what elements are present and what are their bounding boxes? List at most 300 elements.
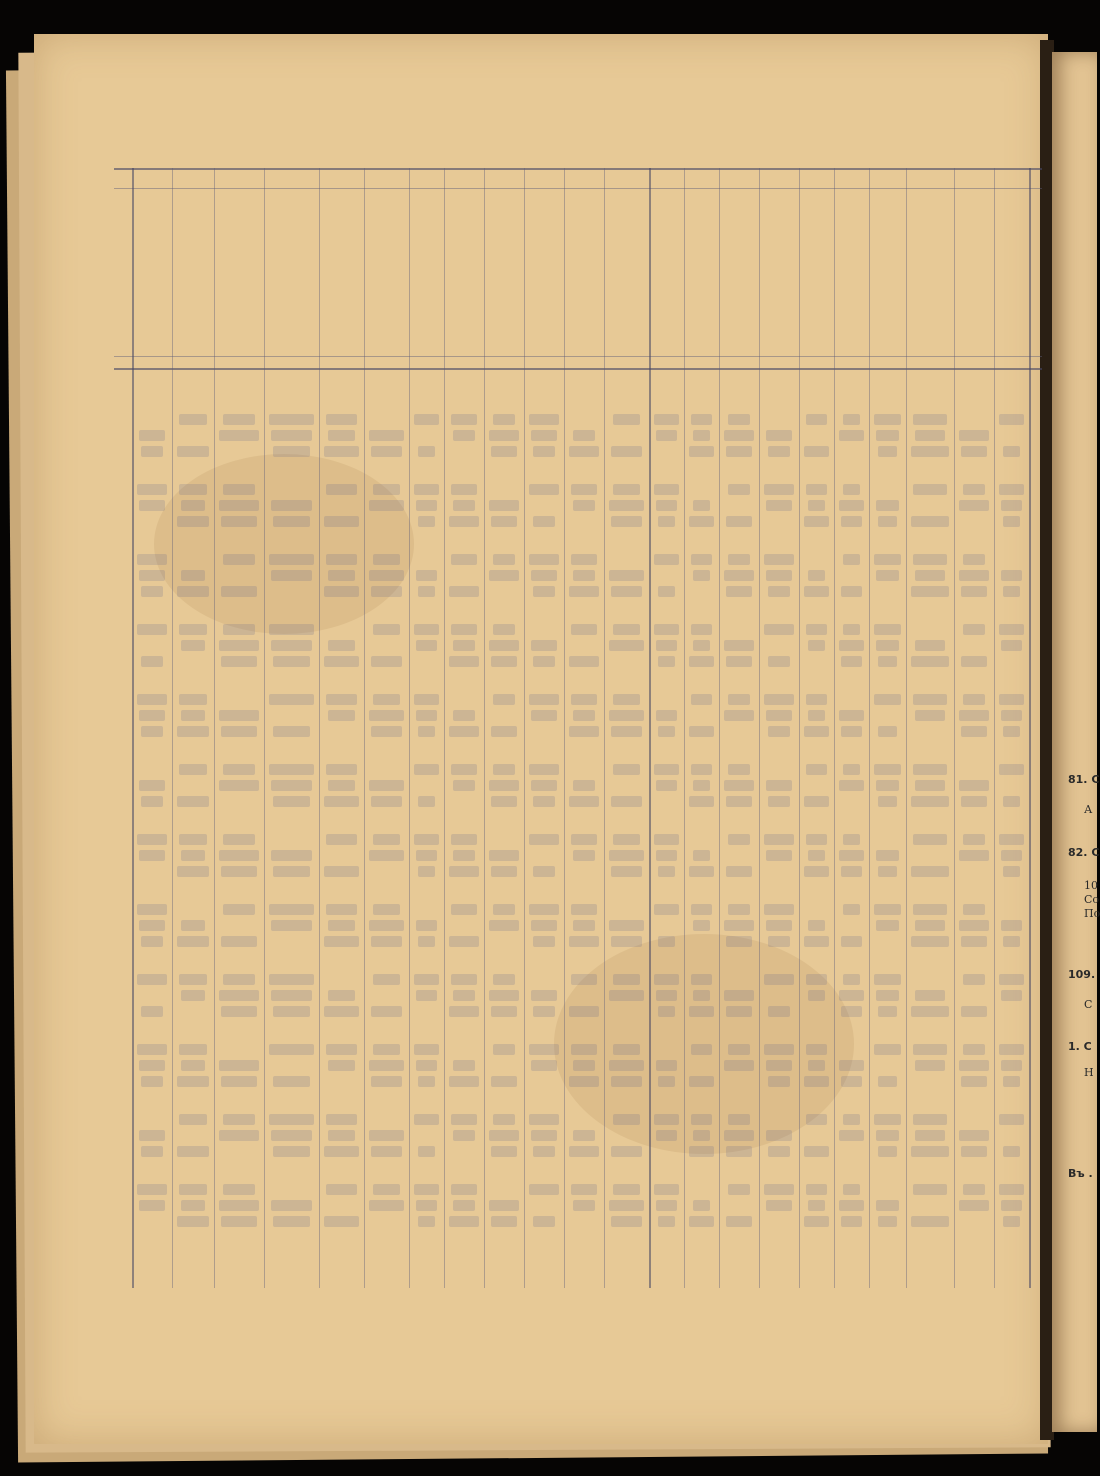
faded-cell (451, 764, 477, 775)
faded-cell (223, 484, 255, 495)
faded-cell (843, 624, 860, 635)
faded-cell (656, 780, 677, 791)
faded-cell (654, 624, 679, 635)
faded-cell (324, 446, 359, 457)
faded-cell (613, 764, 640, 775)
faded-cell (449, 516, 479, 527)
faded-cell (139, 850, 165, 861)
faded-cell (414, 624, 439, 635)
faded-cell (654, 414, 679, 425)
faded-row (134, 640, 1034, 651)
faded-cell (141, 1006, 163, 1017)
faded-cell (726, 796, 752, 807)
faded-cell (489, 990, 519, 1001)
faded-cell (839, 1200, 864, 1211)
faded-cell (414, 764, 439, 775)
faded-row (134, 1130, 1034, 1141)
faded-cell (911, 1216, 949, 1227)
faded-cell (573, 920, 595, 931)
faded-cell (373, 624, 400, 635)
faded-cell (915, 920, 945, 931)
faded-cell (414, 1184, 439, 1195)
faded-cell (876, 1200, 899, 1211)
faded-cell (609, 710, 644, 721)
faded-cell (416, 850, 437, 861)
faded-cell (573, 710, 595, 721)
faded-cell (271, 780, 312, 791)
faded-cell (416, 920, 437, 931)
faded-cell (841, 1076, 862, 1087)
faded-cell (874, 1044, 901, 1055)
faded-cell (269, 764, 314, 775)
faded-cell (181, 990, 205, 1001)
faded-cell (177, 1146, 209, 1157)
faded-cell (1001, 850, 1022, 861)
faded-cell (529, 554, 559, 565)
faded-cell (414, 1044, 439, 1055)
faded-cell (221, 516, 257, 527)
faded-cell (451, 834, 477, 845)
faded-cell (369, 430, 404, 441)
faded-cell (137, 1184, 167, 1195)
faded-cell (911, 586, 949, 597)
faded-cell (453, 1060, 475, 1071)
faded-cell (326, 764, 357, 775)
faded-cell (654, 1184, 679, 1195)
faded-cell (491, 1006, 517, 1017)
faded-cell (141, 656, 163, 667)
faded-cell (141, 586, 163, 597)
faded-cell (416, 710, 437, 721)
faded-cell (724, 990, 754, 1001)
faded-row (134, 1114, 1034, 1125)
faded-cell (416, 640, 437, 651)
faded-cell (878, 796, 897, 807)
faded-cell (221, 1216, 257, 1227)
faded-cell (876, 640, 899, 651)
margin-label: Со (1084, 893, 1100, 906)
faded-cell (177, 1076, 209, 1087)
faded-cell (533, 1216, 555, 1227)
faded-cell (963, 904, 985, 915)
faded-cell (137, 974, 167, 985)
faded-cell (691, 1114, 712, 1125)
faded-cell (569, 446, 599, 457)
faded-cell (656, 1200, 677, 1211)
faded-cell (273, 656, 310, 667)
faded-cell (911, 656, 949, 667)
faded-cell (179, 624, 207, 635)
faded-cell (766, 1130, 792, 1141)
faded-cell (271, 640, 312, 651)
faded-row (134, 694, 1034, 705)
faded-cell (1003, 516, 1020, 527)
faded-cell (689, 1006, 714, 1017)
faded-cell (179, 1184, 207, 1195)
faded-row (134, 1044, 1034, 1055)
faded-cell (273, 1076, 310, 1087)
faded-cell (961, 796, 987, 807)
faded-cell (913, 764, 947, 775)
faded-cell (493, 624, 515, 635)
faded-cell (839, 1130, 864, 1141)
faded-cell (137, 624, 167, 635)
faded-cell (913, 1044, 947, 1055)
faded-cell (693, 570, 710, 581)
faded-cell (878, 1006, 897, 1017)
faded-cell (959, 1060, 989, 1071)
faded-cell (221, 586, 257, 597)
faded-cell (529, 694, 559, 705)
faded-cell (658, 1006, 675, 1017)
faded-cell (693, 1200, 710, 1211)
faded-cell (806, 624, 827, 635)
faded-cell (491, 866, 517, 877)
faded-cell (453, 990, 475, 1001)
faded-cell (808, 710, 825, 721)
faded-cell (493, 764, 515, 775)
faded-cell (223, 834, 255, 845)
margin-label: 82. С (1068, 846, 1100, 859)
faded-cell (959, 920, 989, 931)
faded-cell (449, 586, 479, 597)
faded-cell (573, 1060, 595, 1071)
faded-cell (177, 446, 209, 457)
faded-cell (326, 484, 357, 495)
faded-cell (806, 484, 827, 495)
faded-cell (271, 500, 312, 511)
faded-cell (654, 554, 679, 565)
faded-cell (221, 936, 257, 947)
faded-cell (911, 516, 949, 527)
faded-cell (999, 484, 1024, 495)
faded-cell (766, 430, 792, 441)
faded-cell (177, 726, 209, 737)
faded-cell (531, 1130, 557, 1141)
faded-cell (369, 1130, 404, 1141)
faded-cell (656, 500, 677, 511)
faded-cell (177, 1216, 209, 1227)
faded-cell (493, 974, 515, 985)
faded-cell (726, 446, 752, 457)
faded-cell (179, 414, 207, 425)
faded-cell (489, 570, 519, 581)
faded-cell (804, 446, 829, 457)
faded-cell (611, 586, 642, 597)
faded-cell (326, 1184, 357, 1195)
faded-cell (839, 780, 864, 791)
faded-cell (326, 834, 357, 845)
faded-cell (726, 1006, 752, 1017)
faded-cell (876, 990, 899, 1001)
faded-cell (693, 430, 710, 441)
bleed-through-table (114, 168, 1042, 1288)
faded-cell (839, 500, 864, 511)
faded-cell (1003, 446, 1020, 457)
faded-cell (611, 1146, 642, 1157)
faded-cell (223, 624, 255, 635)
faded-cell (219, 780, 259, 791)
faded-cell (1001, 920, 1022, 931)
faded-cell (654, 834, 679, 845)
faded-cell (724, 570, 754, 581)
faded-cell (839, 850, 864, 861)
faded-row (134, 430, 1034, 441)
faded-cell (878, 1216, 897, 1227)
faded-cell (179, 1114, 207, 1125)
faded-cell (571, 554, 597, 565)
faded-cell (658, 516, 675, 527)
faded-cell (959, 430, 989, 441)
faded-cell (273, 1146, 310, 1157)
faded-cell (691, 694, 712, 705)
faded-cell (324, 1006, 359, 1017)
faded-cell (369, 850, 404, 861)
faded-cell (369, 500, 404, 511)
faded-cell (271, 990, 312, 1001)
faded-cell (693, 1130, 710, 1141)
faded-cell (658, 656, 675, 667)
faded-cell (181, 640, 205, 651)
faded-cell (724, 710, 754, 721)
faded-row (134, 1006, 1034, 1017)
faded-cell (137, 484, 167, 495)
faded-cell (139, 1060, 165, 1071)
faded-cell (804, 516, 829, 527)
faded-row (134, 796, 1034, 807)
faded-cell (328, 780, 355, 791)
faded-cell (806, 694, 827, 705)
faded-cell (449, 1076, 479, 1087)
faded-cell (569, 796, 599, 807)
faded-cell (449, 726, 479, 737)
faded-cell (328, 990, 355, 1001)
faded-cell (451, 554, 477, 565)
faded-cell (611, 1076, 642, 1087)
faded-cell (656, 1130, 677, 1141)
faded-cell (179, 1044, 207, 1055)
faded-cell (613, 1184, 640, 1195)
faded-cell (656, 1060, 677, 1071)
faded-cell (328, 710, 355, 721)
faded-cell (453, 640, 475, 651)
faded-cell (569, 726, 599, 737)
faded-cell (611, 936, 642, 947)
faded-cell (181, 710, 205, 721)
faded-cell (613, 1114, 640, 1125)
faded-cell (529, 484, 559, 495)
faded-cell (453, 850, 475, 861)
faded-cell (959, 500, 989, 511)
faded-cell (371, 1146, 402, 1157)
margin-label: 10 (1084, 879, 1098, 892)
faded-cell (654, 1114, 679, 1125)
faded-cell (371, 656, 402, 667)
faded-cell (654, 764, 679, 775)
faded-cell (959, 1130, 989, 1141)
faded-cell (808, 1200, 825, 1211)
faded-cell (963, 554, 985, 565)
faded-cell (656, 710, 677, 721)
faded-cell (328, 640, 355, 651)
faded-cell (804, 1146, 829, 1157)
faded-cell (693, 920, 710, 931)
faded-cell (181, 920, 205, 931)
faded-cell (273, 1216, 310, 1227)
faded-cell (609, 500, 644, 511)
faded-cell (843, 764, 860, 775)
faded-cell (491, 446, 517, 457)
faded-cell (571, 694, 597, 705)
faded-cell (613, 414, 640, 425)
faded-cell (418, 726, 435, 737)
faded-cell (728, 1044, 750, 1055)
faded-cell (373, 834, 400, 845)
faded-cell (489, 640, 519, 651)
faded-cell (843, 834, 860, 845)
faded-cell (804, 586, 829, 597)
faded-cell (768, 446, 790, 457)
faded-cell (808, 1060, 825, 1071)
faded-cell (656, 990, 677, 1001)
faded-cell (808, 920, 825, 931)
faded-cell (493, 694, 515, 705)
faded-cell (876, 500, 899, 511)
table-rule (114, 168, 1042, 170)
faded-cell (689, 1216, 714, 1227)
faded-cell (999, 1044, 1024, 1055)
faded-cell (181, 500, 205, 511)
faded-cell (418, 586, 435, 597)
faded-cell (269, 554, 314, 565)
faded-cell (373, 904, 400, 915)
faded-cell (691, 904, 712, 915)
faded-cell (273, 796, 310, 807)
faded-cell (141, 936, 163, 947)
faded-cell (414, 1114, 439, 1125)
faded-row (134, 866, 1034, 877)
faded-cell (489, 920, 519, 931)
faded-row (134, 850, 1034, 861)
faded-cell (529, 1044, 559, 1055)
faded-cell (961, 1076, 987, 1087)
faded-row (134, 904, 1034, 915)
faded-cell (326, 554, 357, 565)
faded-cell (959, 710, 989, 721)
faded-cell (611, 516, 642, 527)
faded-cell (141, 796, 163, 807)
faded-cell (613, 624, 640, 635)
faded-cell (913, 834, 947, 845)
faded-cell (876, 850, 899, 861)
faded-cell (418, 866, 435, 877)
faded-cell (221, 656, 257, 667)
faded-cell (221, 1006, 257, 1017)
faded-cell (764, 624, 794, 635)
faded-cell (223, 554, 255, 565)
faded-cell (1003, 1216, 1020, 1227)
faded-cell (141, 1146, 163, 1157)
faded-cell (878, 516, 897, 527)
faded-cell (999, 1184, 1024, 1195)
margin-label: 81. С (1068, 773, 1100, 786)
faded-row (134, 1076, 1034, 1087)
faded-cell (533, 656, 555, 667)
faded-cell (999, 414, 1024, 425)
faded-cell (999, 1114, 1024, 1125)
faded-cell (768, 726, 790, 737)
faded-cell (764, 904, 794, 915)
faded-cell (804, 1076, 829, 1087)
table-rule (114, 368, 1042, 370)
faded-cell (569, 586, 599, 597)
faded-cell (177, 866, 209, 877)
faded-cell (449, 656, 479, 667)
faded-cell (876, 780, 899, 791)
faded-cell (493, 554, 515, 565)
faded-cell (611, 796, 642, 807)
faded-cell (841, 516, 862, 527)
faded-cell (573, 1200, 595, 1211)
faded-cell (691, 414, 712, 425)
faded-cell (999, 624, 1024, 635)
faded-cell (219, 1060, 259, 1071)
faded-cell (273, 726, 310, 737)
faded-cell (489, 780, 519, 791)
faded-cell (373, 554, 400, 565)
faded-cell (999, 834, 1024, 845)
faded-cell (571, 834, 597, 845)
faded-cell (533, 586, 555, 597)
faded-cell (874, 764, 901, 775)
faded-cell (728, 1114, 750, 1125)
faded-cell (418, 1216, 435, 1227)
faded-row (134, 554, 1034, 565)
faded-cell (878, 446, 897, 457)
faded-cell (373, 1044, 400, 1055)
faded-cell (878, 1076, 897, 1087)
faded-cell (768, 1076, 790, 1087)
faded-cell (533, 1006, 555, 1017)
faded-cell (223, 1184, 255, 1195)
faded-cell (418, 1076, 435, 1087)
faded-cell (726, 656, 752, 667)
faded-cell (139, 780, 165, 791)
faded-cell (324, 586, 359, 597)
faded-cell (874, 1114, 901, 1125)
faded-cell (573, 1130, 595, 1141)
faded-cell (804, 1216, 829, 1227)
faded-cell (913, 904, 947, 915)
faded-cell (326, 904, 357, 915)
faded-cell (529, 904, 559, 915)
faded-cell (961, 446, 987, 457)
faded-cell (414, 484, 439, 495)
faded-cell (878, 656, 897, 667)
faded-cell (764, 694, 794, 705)
faded-cell (326, 694, 357, 705)
faded-cell (963, 694, 985, 705)
faded-cell (223, 1114, 255, 1125)
faded-cell (613, 1044, 640, 1055)
faded-cell (961, 726, 987, 737)
faded-cell (693, 500, 710, 511)
faded-cell (1001, 1200, 1022, 1211)
faded-cell (571, 904, 597, 915)
faded-cell (219, 990, 259, 1001)
faded-cell (766, 710, 792, 721)
faded-cell (139, 1200, 165, 1211)
